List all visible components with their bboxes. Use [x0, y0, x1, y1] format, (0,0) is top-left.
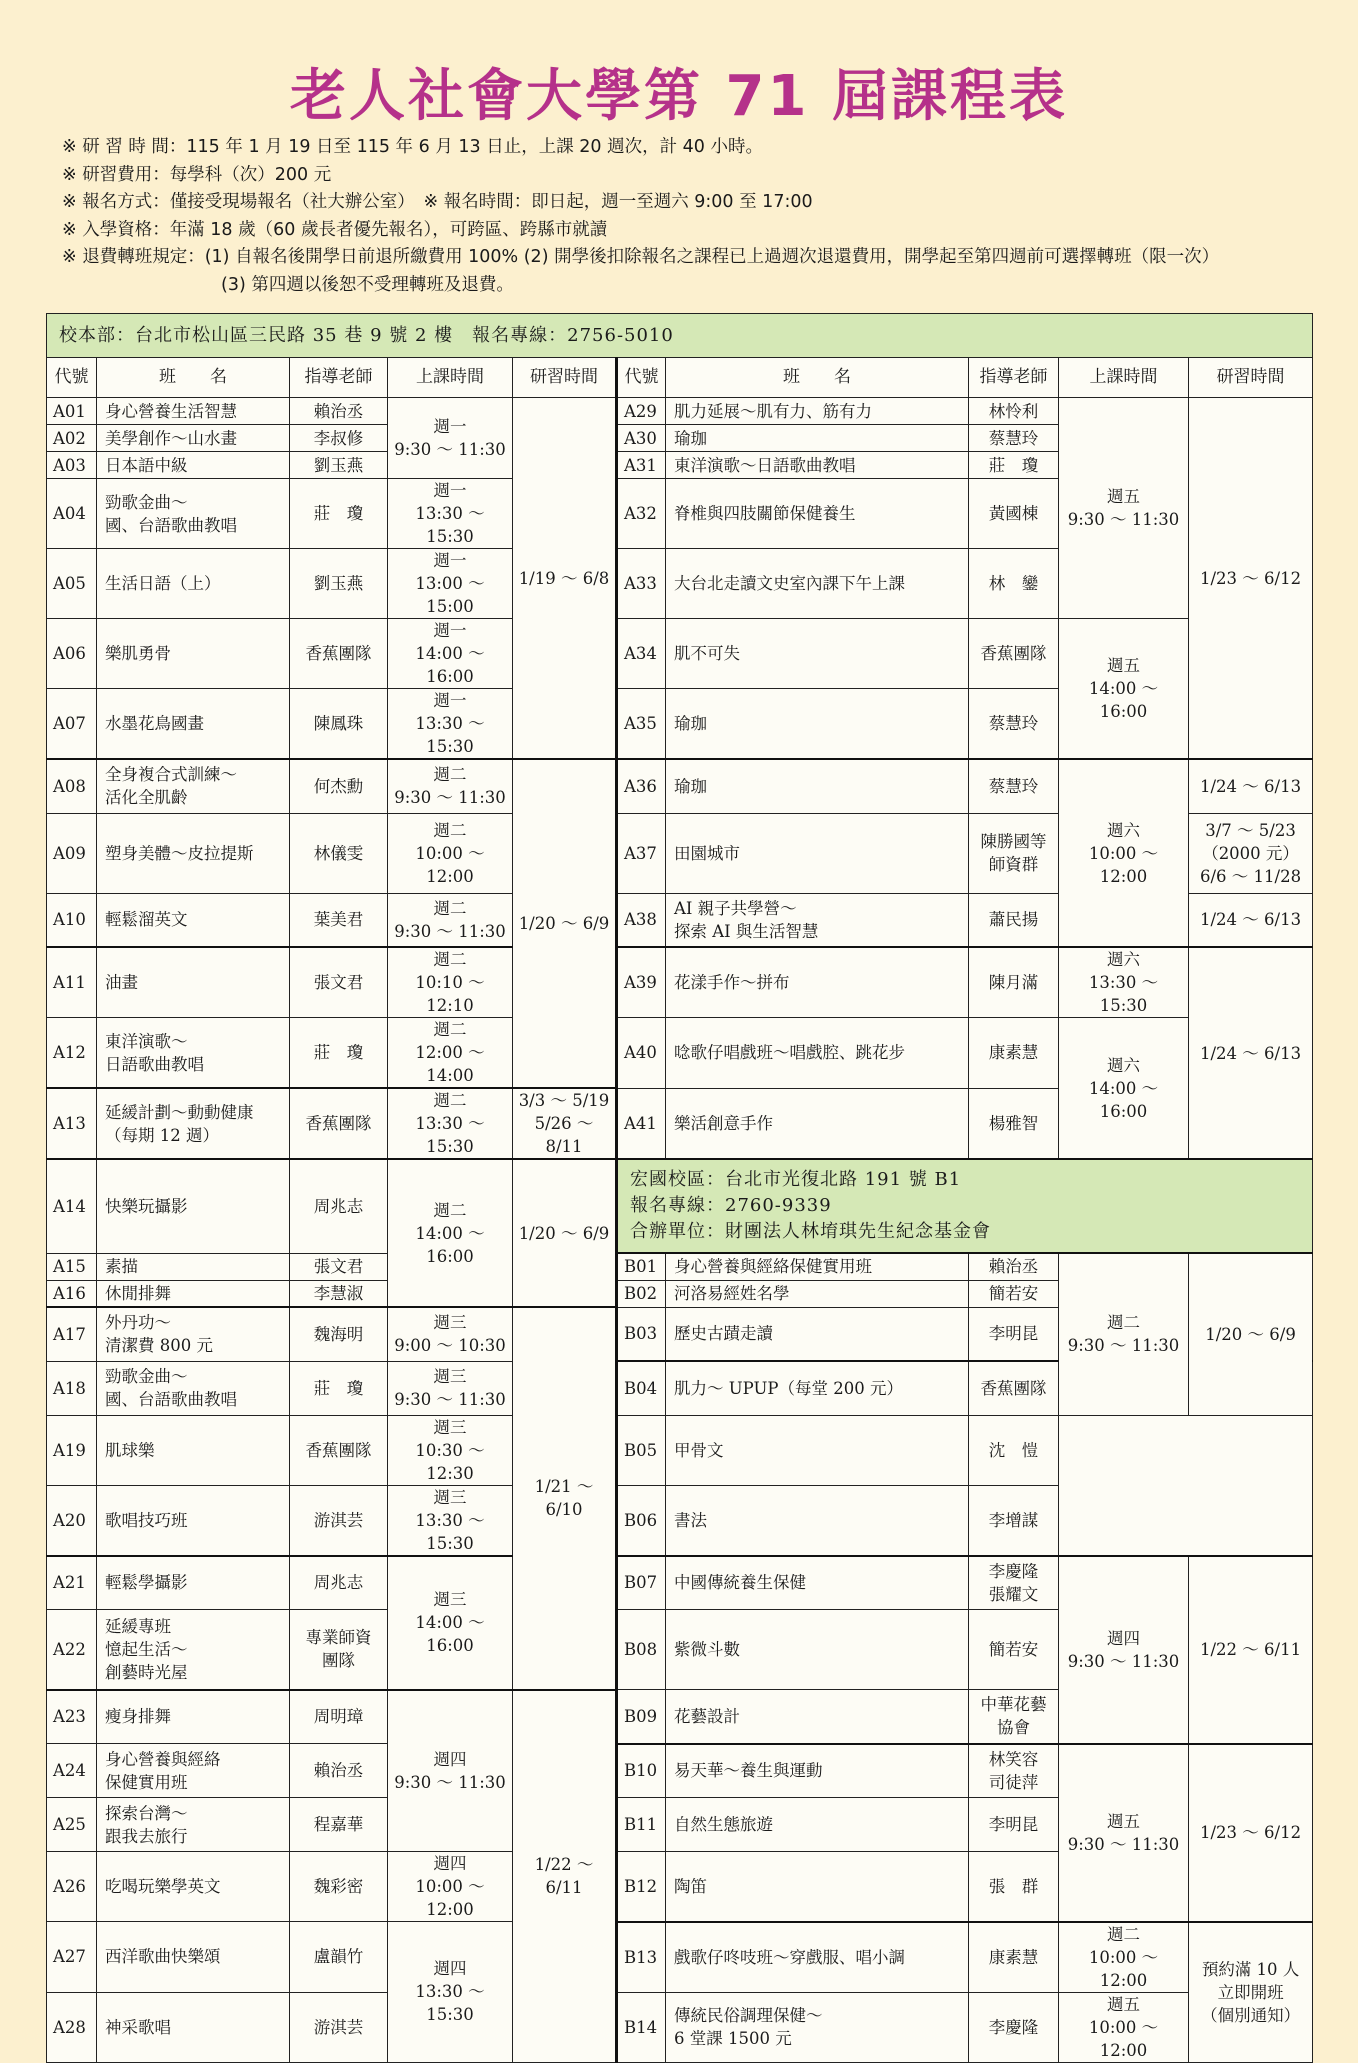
course-time: 週二 12:00 ～ 14:00	[388, 1018, 513, 1089]
course-name: 陶笛	[666, 1852, 969, 1922]
course-teacher: 李慶隆 張耀文	[969, 1556, 1059, 1610]
course-name: 歷史古蹟走讀	[666, 1307, 969, 1361]
course-code: B06	[617, 1485, 666, 1556]
course-code: A13	[47, 1088, 97, 1159]
course-time: 週四 13:30 ～ 15:30	[388, 1922, 513, 2063]
course-teacher: 李叔修	[290, 425, 388, 452]
course-time: 週一 13:30 ～ 15:30	[388, 479, 513, 549]
course-teacher: 游淇芸	[290, 1485, 388, 1556]
main-campus-info: 校本部：台北市松山區三民路 35 巷 9 號 2 樓 報名專線：2756-5010	[47, 314, 1313, 358]
course-code: A34	[617, 619, 666, 689]
course-teacher: 賴治丞	[969, 1253, 1059, 1280]
course-name: 勁歌金曲～ 國、台語歌曲教唱	[97, 479, 290, 549]
course-time: 週二 9:30 ～ 11:30	[388, 893, 513, 947]
course-time: 週五 10:00 ～ 12:00	[1059, 1992, 1189, 2062]
course-name: 身心營養與經絡 保健實用班	[97, 1744, 290, 1798]
course-time: 週二 13:30 ～ 15:30	[388, 1088, 513, 1159]
course-teacher: 賴治丞	[290, 398, 388, 425]
note-refund-2: (3) 第四週以後恕不受理轉班及退費。	[221, 274, 514, 295]
course-name: 樂肌勇骨	[97, 619, 290, 689]
course-code: A09	[47, 813, 97, 893]
course-teacher: 沈 愷	[969, 1415, 1059, 1485]
course-name: 外丹功～ 清潔費 800 元	[97, 1307, 290, 1361]
course-code: A27	[47, 1922, 97, 1993]
course-code: A20	[47, 1485, 97, 1556]
course-time: 週四 10:00 ～ 12:00	[388, 1852, 513, 1922]
course-teacher: 康素慧	[969, 1018, 1059, 1089]
course-code: A22	[47, 1610, 97, 1690]
course-time: 週三 9:00 ～ 10:30	[388, 1307, 513, 1361]
course-teacher: 蔡慧玲	[969, 425, 1059, 452]
note-study-period: ※ 研 習 時 間：115 年 1 月 19 日至 115 年 6 月 13 日止，上課 20 週次，計 40 小時。	[62, 137, 763, 157]
course-name: 神采歌唱	[97, 1992, 290, 2062]
course-teacher: 莊 瓊	[290, 1361, 388, 1415]
course-period: 1/21 ～ 6/10	[513, 1307, 617, 1690]
course-name: 大台北走讀文史室內課下午上課	[666, 549, 969, 619]
course-name: 輕鬆學攝影	[97, 1556, 290, 1610]
course-teacher: 張 群	[969, 1852, 1059, 1922]
course-name: 身心營養生活智慧	[97, 398, 290, 425]
course-code: A41	[617, 1088, 666, 1159]
course-teacher: 香蕉團隊	[290, 1088, 388, 1159]
course-teacher: 張文君	[290, 1253, 388, 1280]
course-time: 週三 13:30 ～ 15:30	[388, 1485, 513, 1556]
course-name: 瑜珈	[666, 689, 969, 760]
course-code: A02	[47, 425, 97, 452]
course-teacher: 陳月滿	[969, 947, 1059, 1018]
course-code: A15	[47, 1253, 97, 1280]
course-name: 身心營養與經絡保健實用班	[666, 1253, 969, 1280]
course-name: 花漾手作～拼布	[666, 947, 969, 1018]
hongguo-partner: 合辦單位：財團法人林堉琪先生紀念基金會	[630, 1221, 991, 1242]
course-name: 勁歌金曲～ 國、台語歌曲教唱	[97, 1361, 290, 1415]
course-name: 河洛易經姓名學	[666, 1280, 969, 1307]
course-code: A05	[47, 549, 97, 619]
course-period: 預約滿 10 人 立即開班 （個別通知）	[1189, 1922, 1313, 2063]
course-name: 休閒排舞	[97, 1280, 290, 1307]
course-time: 週三 14:00 ～ 16:00	[388, 1556, 513, 1690]
course-name: 探索台灣～ 跟我去旅行	[97, 1798, 290, 1852]
course-name: 肌球樂	[97, 1415, 290, 1485]
course-period: 1/20 ～ 6/9	[1189, 1253, 1313, 1415]
course-teacher: 林怜利	[969, 398, 1059, 425]
course-name: 生活日語（上）	[97, 549, 290, 619]
course-name: 戲歌仔咚吱班～穿戲服、唱小調	[666, 1922, 969, 1993]
course-code: A06	[47, 619, 97, 689]
hongguo-phone: 報名專線：2760-9339	[630, 1195, 832, 1216]
course-time: 週二 10:10 ～ 12:10	[388, 947, 513, 1018]
course-time: 週五 9:30 ～ 11:30	[1059, 1744, 1189, 1922]
note-registration: ※ 報名方式：僅接受現場報名（社大辦公室） ※ 報名時間：即日起，週一至週六 9:00 至 17:00	[62, 192, 813, 212]
course-teacher: 陳勝國等 師資群	[969, 813, 1059, 893]
course-name: 自然生態旅遊	[666, 1798, 969, 1852]
course-name: 肌力延展～肌有力、筋有力	[666, 398, 969, 425]
course-teacher: 葉美君	[290, 893, 388, 947]
course-teacher: 簡若安	[969, 1280, 1059, 1307]
course-code: A38	[617, 893, 666, 947]
course-code: B09	[617, 1690, 666, 1744]
course-teacher: 林儀雯	[290, 813, 388, 893]
course-code: B07	[617, 1556, 666, 1610]
course-period: 1/20 ～ 6/9	[513, 759, 617, 1088]
course-name: 油畫	[97, 947, 290, 1018]
header-name: 班 名	[97, 358, 290, 398]
course-name: 易天華～養生與運動	[666, 1744, 969, 1798]
course-name: 肌不可失	[666, 619, 969, 689]
course-table	[46, 313, 1313, 2063]
course-code: B11	[617, 1798, 666, 1852]
course-name: 中國傳統養生保健	[666, 1556, 969, 1610]
course-time: 週一 13:30 ～ 15:30	[388, 689, 513, 760]
course-code: A10	[47, 893, 97, 947]
course-teacher: 林 鑾	[969, 549, 1059, 619]
header-code: 代號	[617, 358, 666, 398]
course-period: 1/22 ～ 6/11	[1189, 1556, 1313, 1744]
course-teacher: 林笑容 司徒萍	[969, 1744, 1059, 1798]
course-teacher: 賴治丞	[290, 1744, 388, 1798]
course-code: B01	[617, 1253, 666, 1280]
course-code: A17	[47, 1307, 97, 1361]
course-teacher: 莊 瓊	[290, 1018, 388, 1089]
course-code: A29	[617, 398, 666, 425]
course-time: 週四 9:30 ～ 11:30	[1059, 1556, 1189, 1744]
course-name: 紫微斗數	[666, 1610, 969, 1690]
course-code: A11	[47, 947, 97, 1018]
header-time: 上課時間	[1059, 358, 1189, 398]
course-name: 田園城市	[666, 813, 969, 893]
course-code: A16	[47, 1280, 97, 1307]
course-teacher: 陳鳳珠	[290, 689, 388, 760]
course-teacher: 黃國棟	[969, 479, 1059, 549]
course-name: 瑜珈	[666, 759, 969, 813]
course-code: A24	[47, 1744, 97, 1798]
course-code: A21	[47, 1556, 97, 1610]
course-name: 全身複合式訓練～ 活化全肌齡	[97, 759, 290, 813]
course-period: 1/19 ～ 6/8	[513, 398, 617, 760]
header-teacher: 指導老師	[290, 358, 388, 398]
hongguo-address: 宏國校區：台北市光復北路 191 號 B1	[630, 1169, 962, 1190]
course-teacher: 李慶隆	[969, 1992, 1059, 2062]
course-code: A31	[617, 452, 666, 479]
course-teacher: 周兆志	[290, 1556, 388, 1610]
course-name: 東洋演歌～日語歌曲教唱	[666, 452, 969, 479]
course-code: B05	[617, 1415, 666, 1485]
course-teacher: 何杰勳	[290, 759, 388, 813]
course-teacher: 劉玉燕	[290, 549, 388, 619]
course-teacher: 游淇芸	[290, 1992, 388, 2062]
course-time: 週六 13:30 ～ 15:30	[1059, 947, 1189, 1018]
course-name: 塑身美體～皮拉提斯	[97, 813, 290, 893]
course-name: 快樂玩攝影	[97, 1159, 290, 1253]
course-teacher: 魏彩密	[290, 1852, 388, 1922]
course-code: B12	[617, 1852, 666, 1922]
course-code: A32	[617, 479, 666, 549]
header-name: 班 名	[666, 358, 969, 398]
course-name: 肌力～ UPUP（每堂 200 元）	[666, 1361, 969, 1415]
course-time: 週二 10:00 ～ 12:00	[1059, 1922, 1189, 1993]
course-code: A19	[47, 1415, 97, 1485]
course-code: A25	[47, 1798, 97, 1852]
course-teacher: 蔡慧玲	[969, 689, 1059, 760]
course-time: 週二 9:30 ～ 11:30	[388, 759, 513, 813]
course-teacher: 李增謀	[969, 1485, 1059, 1556]
course-code: B02	[617, 1280, 666, 1307]
header-period: 研習時間	[513, 358, 617, 398]
course-code: A26	[47, 1852, 97, 1922]
course-teacher: 香蕉團隊	[290, 1415, 388, 1485]
course-name: 書法	[666, 1485, 969, 1556]
course-period: 1/20 ～ 6/9	[513, 1159, 617, 1307]
course-name: AI 親子共學營～ 探索 AI 與生活智慧	[666, 893, 969, 947]
course-time: 週一 9:30 ～ 11:30	[388, 398, 513, 479]
course-code: B04	[617, 1361, 666, 1415]
course-code: A39	[617, 947, 666, 1018]
course-name: 日本語中級	[97, 452, 290, 479]
course-name: 脊椎與四肢關節保健養生	[666, 479, 969, 549]
course-teacher: 盧韻竹	[290, 1922, 388, 1993]
course-code: B10	[617, 1744, 666, 1798]
course-period: 1/22 ～ 6/11	[513, 1690, 617, 2063]
course-code: A33	[617, 549, 666, 619]
course-time: 週二 10:00 ～ 12:00	[388, 813, 513, 893]
header-code: 代號	[47, 358, 97, 398]
course-period: 3/7 ～ 5/23 （2000 元） 6/6 ～ 11/28	[1189, 813, 1313, 893]
course-teacher: 楊雅智	[969, 1088, 1059, 1159]
course-code: A30	[617, 425, 666, 452]
course-code: B08	[617, 1610, 666, 1690]
course-teacher: 劉玉燕	[290, 452, 388, 479]
course-name: 樂活創意手作	[666, 1088, 969, 1159]
course-teacher: 香蕉團隊	[969, 1361, 1059, 1415]
course-teacher: 莊 瓊	[290, 479, 388, 549]
course-teacher: 李明昆	[969, 1798, 1059, 1852]
course-teacher: 康素慧	[969, 1922, 1059, 1993]
course-teacher: 莊 瓊	[969, 452, 1059, 479]
course-teacher: 魏海明	[290, 1307, 388, 1361]
note-fee: ※ 研習費用：每學科（次）200 元	[62, 164, 332, 185]
course-teacher: 中華花藝 協會	[969, 1690, 1059, 1744]
course-code: A23	[47, 1690, 97, 1744]
course-code: B13	[617, 1922, 666, 1993]
course-code: A37	[617, 813, 666, 893]
course-code: A04	[47, 479, 97, 549]
course-time: 週三 10:30 ～ 12:30	[388, 1415, 513, 1485]
note-eligibility: ※ 入學資格：年滿 18 歲（60 歲長者優先報名），可跨區、跨縣市就讀	[62, 219, 608, 240]
header-teacher: 指導老師	[969, 358, 1059, 398]
course-teacher: 周明璋	[290, 1690, 388, 1744]
course-name: 輕鬆溜英文	[97, 893, 290, 947]
course-teacher: 周兆志	[290, 1159, 388, 1253]
course-period: 1/23 ～ 6/12	[1189, 1744, 1313, 1922]
course-name: 延緩計劃～動動健康 （每期 12 週）	[97, 1088, 290, 1159]
note-refund: ※ 退費轉班規定：(1) 自報名後開學日前退所繳費用 100% (2) 開學後扣除報名之課程已上過週次退還費用，開學起至第四週前可選擇轉班（限一次）	[62, 247, 1220, 267]
course-name: 素描	[97, 1253, 290, 1280]
course-period: 1/24 ～ 6/13	[1189, 759, 1313, 813]
course-time: 週六 10:00 ～ 12:00	[1059, 759, 1189, 947]
course-period: 1/24 ～ 6/13	[1189, 893, 1313, 947]
course-name: 甲骨文	[666, 1415, 969, 1485]
course-code: A07	[47, 689, 97, 760]
course-teacher: 簡若安	[969, 1610, 1059, 1690]
header-time: 上課時間	[388, 358, 513, 398]
course-code: B03	[617, 1307, 666, 1361]
course-name: 唸歌仔唱戲班～唱戲腔、跳花步	[666, 1018, 969, 1089]
course-time: 週六 14:00 ～ 16:00	[1059, 1018, 1189, 1160]
page-title: 老人社會大學第 71 屆課程表	[290, 64, 1068, 129]
hongguo-campus-info	[617, 1159, 1313, 1253]
course-name: 水墨花鳥國畫	[97, 689, 290, 760]
course-teacher: 程嘉華	[290, 1798, 388, 1852]
course-name: 延緩專班 憶起生活～ 創藝時光屋	[97, 1610, 290, 1690]
course-name: 美學創作～山水畫	[97, 425, 290, 452]
course-time: 週二 14:00 ～ 16:00	[388, 1159, 513, 1307]
course-name: 瑜珈	[666, 425, 969, 452]
course-name: 東洋演歌～ 日語歌曲教唱	[97, 1018, 290, 1089]
course-code: A36	[617, 759, 666, 813]
course-code: A12	[47, 1018, 97, 1089]
course-time: 週五 14:00 ～ 16:00	[1059, 619, 1189, 760]
course-time: 週四 9:30 ～ 11:30	[388, 1690, 513, 1852]
course-period: 1/24 ～ 6/13	[1189, 947, 1313, 1159]
course-code: A40	[617, 1018, 666, 1089]
course-teacher: 香蕉團隊	[969, 619, 1059, 689]
course-name: 瘦身排舞	[97, 1690, 290, 1744]
course-teacher: 蕭民揚	[969, 893, 1059, 947]
course-code: A14	[47, 1159, 97, 1253]
course-code: A03	[47, 452, 97, 479]
course-name: 歌唱技巧班	[97, 1485, 290, 1556]
course-time: 週一 13:00 ～ 15:00	[388, 549, 513, 619]
course-teacher: 李明昆	[969, 1307, 1059, 1361]
course-teacher: 張文君	[290, 947, 388, 1018]
course-name: 傳統民俗調理保健～ 6 堂課 1500 元	[666, 1992, 969, 2062]
course-time: 週五 9:30 ～ 11:30	[1059, 398, 1189, 619]
course-teacher: 蔡慧玲	[969, 759, 1059, 813]
course-teacher: 專業師資 團隊	[290, 1610, 388, 1690]
course-time: 週三 9:30 ～ 11:30	[388, 1361, 513, 1415]
course-period: 3/3 ～ 5/19 5/26 ～ 8/11	[513, 1088, 617, 1159]
course-name: 花藝設計	[666, 1690, 969, 1744]
course-code: A35	[617, 689, 666, 760]
course-code: A18	[47, 1361, 97, 1415]
course-teacher: 李慧淑	[290, 1280, 388, 1307]
course-code: A01	[47, 398, 97, 425]
course-code: A28	[47, 1992, 97, 2062]
course-name: 吃喝玩樂學英文	[97, 1852, 290, 1922]
course-teacher: 香蕉團隊	[290, 619, 388, 689]
notes	[62, 134, 1322, 299]
header-period: 研習時間	[1189, 358, 1313, 398]
course-period: 1/23 ～ 6/12	[1189, 398, 1313, 760]
course-time: 週二 9:30 ～ 11:30	[1059, 1253, 1189, 1415]
course-name: 西洋歌曲快樂頌	[97, 1922, 290, 1993]
course-code: B14	[617, 1992, 666, 2062]
course-time: 週一 14:00 ～ 16:00	[388, 619, 513, 689]
course-code: A08	[47, 759, 97, 813]
